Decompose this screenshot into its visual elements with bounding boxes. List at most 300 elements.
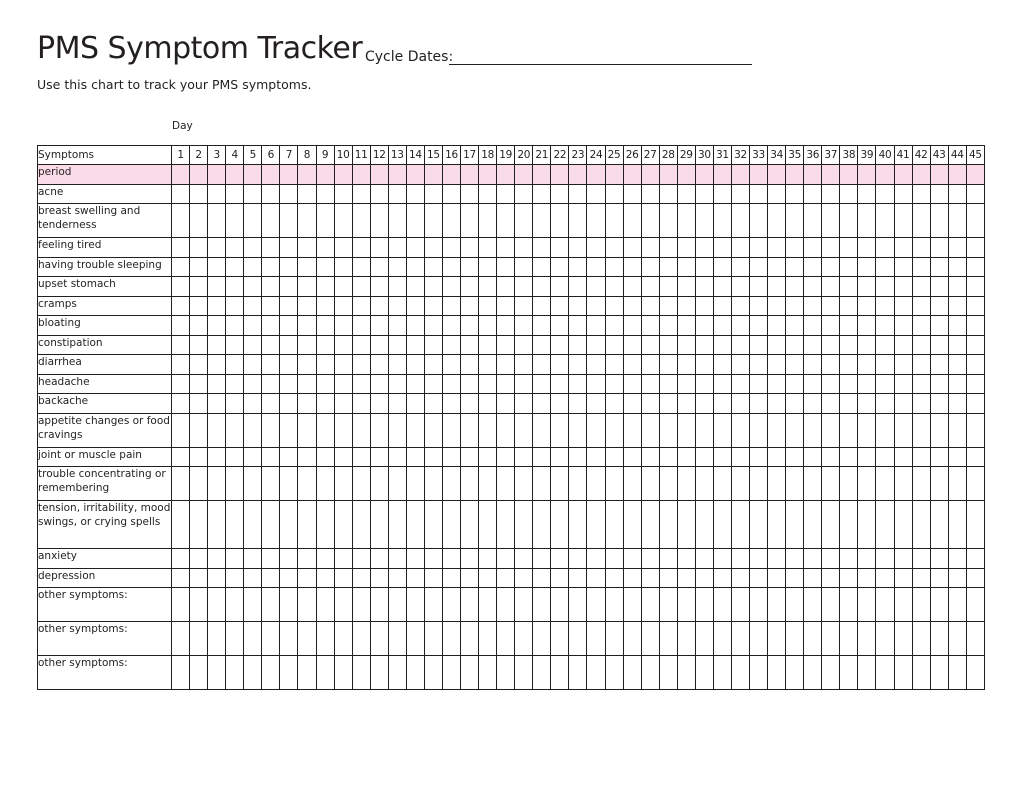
day-cell[interactable] (713, 622, 731, 656)
day-cell[interactable] (641, 588, 659, 622)
day-cell[interactable] (786, 374, 804, 394)
day-cell[interactable] (731, 355, 749, 375)
day-cell[interactable] (461, 238, 479, 258)
day-cell[interactable] (533, 355, 551, 375)
day-cell[interactable] (388, 622, 406, 656)
day-cell[interactable] (569, 588, 587, 622)
day-cell[interactable] (876, 374, 894, 394)
day-cell[interactable] (840, 277, 858, 297)
day-cell[interactable] (190, 447, 208, 467)
day-cell[interactable] (497, 588, 515, 622)
day-cell[interactable] (840, 413, 858, 447)
day-cell[interactable] (641, 467, 659, 501)
day-cell[interactable] (190, 374, 208, 394)
day-cell[interactable] (172, 204, 190, 238)
day-cell[interactable] (280, 447, 298, 467)
day-cell[interactable] (497, 184, 515, 204)
day-cell[interactable] (244, 656, 262, 690)
day-cell[interactable] (713, 549, 731, 569)
day-cell[interactable] (533, 296, 551, 316)
day-cell[interactable] (479, 568, 497, 588)
day-cell[interactable] (713, 277, 731, 297)
day-cell[interactable] (822, 257, 840, 277)
day-cell[interactable] (641, 568, 659, 588)
day-cell[interactable] (208, 165, 226, 185)
day-cell[interactable] (551, 204, 569, 238)
day-cell[interactable] (786, 204, 804, 238)
day-cell[interactable] (226, 549, 244, 569)
day-cell[interactable] (461, 656, 479, 690)
day-cell[interactable] (172, 588, 190, 622)
day-cell[interactable] (461, 568, 479, 588)
day-cell[interactable] (659, 622, 677, 656)
day-cell[interactable] (479, 549, 497, 569)
day-cell[interactable] (172, 568, 190, 588)
day-cell[interactable] (406, 184, 424, 204)
day-cell[interactable] (551, 277, 569, 297)
day-cell[interactable] (641, 355, 659, 375)
day-cell[interactable] (262, 549, 280, 569)
day-cell[interactable] (587, 355, 605, 375)
day-cell[interactable] (172, 316, 190, 336)
day-cell[interactable] (659, 467, 677, 501)
day-cell[interactable] (406, 316, 424, 336)
day-cell[interactable] (280, 238, 298, 258)
day-cell[interactable] (334, 447, 352, 467)
day-cell[interactable] (677, 467, 695, 501)
day-cell[interactable] (768, 355, 786, 375)
day-cell[interactable] (226, 394, 244, 414)
day-cell[interactable] (695, 447, 713, 467)
day-cell[interactable] (479, 588, 497, 622)
day-cell[interactable] (768, 622, 786, 656)
day-cell[interactable] (750, 549, 768, 569)
day-cell[interactable] (677, 568, 695, 588)
day-cell[interactable] (497, 447, 515, 467)
day-cell[interactable] (569, 622, 587, 656)
day-cell[interactable] (587, 549, 605, 569)
day-cell[interactable] (334, 656, 352, 690)
day-cell[interactable] (479, 204, 497, 238)
day-cell[interactable] (659, 447, 677, 467)
day-cell[interactable] (442, 277, 460, 297)
day-cell[interactable] (713, 656, 731, 690)
day-cell[interactable] (966, 394, 984, 414)
day-cell[interactable] (912, 467, 930, 501)
day-cell[interactable] (659, 549, 677, 569)
day-cell[interactable] (461, 296, 479, 316)
day-cell[interactable] (461, 277, 479, 297)
day-cell[interactable] (406, 296, 424, 316)
day-cell[interactable] (461, 374, 479, 394)
day-cell[interactable] (858, 501, 876, 549)
day-cell[interactable] (515, 184, 533, 204)
day-cell[interactable] (461, 622, 479, 656)
day-cell[interactable] (280, 413, 298, 447)
day-cell[interactable] (948, 355, 966, 375)
day-cell[interactable] (587, 394, 605, 414)
day-cell[interactable] (208, 568, 226, 588)
day-cell[interactable] (840, 335, 858, 355)
day-cell[interactable] (894, 184, 912, 204)
day-cell[interactable] (515, 467, 533, 501)
day-cell[interactable] (623, 549, 641, 569)
day-cell[interactable] (786, 394, 804, 414)
day-cell[interactable] (641, 257, 659, 277)
day-cell[interactable] (750, 238, 768, 258)
day-cell[interactable] (966, 549, 984, 569)
day-cell[interactable] (461, 588, 479, 622)
day-cell[interactable] (840, 394, 858, 414)
day-cell[interactable] (804, 257, 822, 277)
day-cell[interactable] (750, 588, 768, 622)
day-cell[interactable] (677, 165, 695, 185)
day-cell[interactable] (930, 184, 948, 204)
day-cell[interactable] (208, 355, 226, 375)
day-cell[interactable] (713, 394, 731, 414)
day-cell[interactable] (479, 374, 497, 394)
day-cell[interactable] (190, 394, 208, 414)
day-cell[interactable] (172, 622, 190, 656)
day-cell[interactable] (244, 588, 262, 622)
day-cell[interactable] (352, 656, 370, 690)
day-cell[interactable] (497, 622, 515, 656)
day-cell[interactable] (966, 184, 984, 204)
day-cell[interactable] (804, 374, 822, 394)
day-cell[interactable] (352, 204, 370, 238)
day-cell[interactable] (406, 355, 424, 375)
day-cell[interactable] (424, 277, 442, 297)
day-cell[interactable] (316, 374, 334, 394)
day-cell[interactable] (280, 622, 298, 656)
day-cell[interactable] (786, 238, 804, 258)
day-cell[interactable] (804, 277, 822, 297)
day-cell[interactable] (876, 257, 894, 277)
day-cell[interactable] (695, 413, 713, 447)
day-cell[interactable] (280, 588, 298, 622)
day-cell[interactable] (659, 588, 677, 622)
day-cell[interactable] (966, 204, 984, 238)
day-cell[interactable] (641, 394, 659, 414)
day-cell[interactable] (912, 622, 930, 656)
day-cell[interactable] (461, 335, 479, 355)
day-cell[interactable] (731, 467, 749, 501)
day-cell[interactable] (190, 316, 208, 336)
day-cell[interactable] (352, 316, 370, 336)
day-cell[interactable] (497, 501, 515, 549)
day-cell[interactable] (677, 622, 695, 656)
day-cell[interactable] (244, 394, 262, 414)
day-cell[interactable] (695, 588, 713, 622)
day-cell[interactable] (587, 467, 605, 501)
day-cell[interactable] (768, 656, 786, 690)
day-cell[interactable] (424, 238, 442, 258)
day-cell[interactable] (605, 316, 623, 336)
day-cell[interactable] (858, 588, 876, 622)
day-cell[interactable] (786, 501, 804, 549)
day-cell[interactable] (262, 656, 280, 690)
day-cell[interactable] (876, 165, 894, 185)
day-cell[interactable] (750, 165, 768, 185)
day-cell[interactable] (966, 447, 984, 467)
day-cell[interactable] (677, 501, 695, 549)
day-cell[interactable] (876, 568, 894, 588)
day-cell[interactable] (623, 165, 641, 185)
day-cell[interactable] (605, 355, 623, 375)
day-cell[interactable] (623, 184, 641, 204)
day-cell[interactable] (442, 588, 460, 622)
day-cell[interactable] (894, 467, 912, 501)
day-cell[interactable] (822, 335, 840, 355)
day-cell[interactable] (190, 549, 208, 569)
day-cell[interactable] (244, 335, 262, 355)
day-cell[interactable] (533, 467, 551, 501)
day-cell[interactable] (370, 277, 388, 297)
day-cell[interactable] (334, 316, 352, 336)
day-cell[interactable] (641, 447, 659, 467)
day-cell[interactable] (587, 447, 605, 467)
day-cell[interactable] (876, 394, 894, 414)
day-cell[interactable] (424, 355, 442, 375)
day-cell[interactable] (768, 335, 786, 355)
day-cell[interactable] (190, 335, 208, 355)
day-cell[interactable] (840, 501, 858, 549)
day-cell[interactable] (190, 588, 208, 622)
day-cell[interactable] (370, 204, 388, 238)
day-cell[interactable] (948, 374, 966, 394)
day-cell[interactable] (948, 204, 966, 238)
day-cell[interactable] (804, 165, 822, 185)
day-cell[interactable] (822, 204, 840, 238)
day-cell[interactable] (442, 394, 460, 414)
day-cell[interactable] (569, 165, 587, 185)
day-cell[interactable] (479, 447, 497, 467)
day-cell[interactable] (948, 394, 966, 414)
day-cell[interactable] (388, 447, 406, 467)
day-cell[interactable] (894, 549, 912, 569)
day-cell[interactable] (569, 257, 587, 277)
day-cell[interactable] (858, 257, 876, 277)
day-cell[interactable] (912, 355, 930, 375)
day-cell[interactable] (695, 568, 713, 588)
day-cell[interactable] (731, 165, 749, 185)
day-cell[interactable] (298, 355, 316, 375)
day-cell[interactable] (190, 413, 208, 447)
day-cell[interactable] (930, 204, 948, 238)
day-cell[interactable] (966, 656, 984, 690)
day-cell[interactable] (731, 549, 749, 569)
day-cell[interactable] (208, 277, 226, 297)
day-cell[interactable] (352, 277, 370, 297)
day-cell[interactable] (569, 413, 587, 447)
day-cell[interactable] (623, 413, 641, 447)
day-cell[interactable] (298, 335, 316, 355)
day-cell[interactable] (479, 355, 497, 375)
day-cell[interactable] (894, 316, 912, 336)
day-cell[interactable] (551, 355, 569, 375)
day-cell[interactable] (172, 374, 190, 394)
day-cell[interactable] (750, 335, 768, 355)
day-cell[interactable] (479, 467, 497, 501)
day-cell[interactable] (713, 335, 731, 355)
day-cell[interactable] (298, 165, 316, 185)
day-cell[interactable] (930, 238, 948, 258)
day-cell[interactable] (677, 335, 695, 355)
day-cell[interactable] (298, 394, 316, 414)
day-cell[interactable] (569, 204, 587, 238)
day-cell[interactable] (605, 656, 623, 690)
day-cell[interactable] (587, 656, 605, 690)
day-cell[interactable] (768, 501, 786, 549)
day-cell[interactable] (587, 296, 605, 316)
day-cell[interactable] (623, 257, 641, 277)
day-cell[interactable] (966, 316, 984, 336)
day-cell[interactable] (208, 413, 226, 447)
day-cell[interactable] (424, 568, 442, 588)
day-cell[interactable] (370, 374, 388, 394)
day-cell[interactable] (262, 501, 280, 549)
day-cell[interactable] (388, 588, 406, 622)
day-cell[interactable] (804, 413, 822, 447)
day-cell[interactable] (262, 374, 280, 394)
day-cell[interactable] (316, 622, 334, 656)
day-cell[interactable] (316, 257, 334, 277)
day-cell[interactable] (370, 238, 388, 258)
day-cell[interactable] (768, 413, 786, 447)
day-cell[interactable] (461, 447, 479, 467)
day-cell[interactable] (406, 622, 424, 656)
day-cell[interactable] (641, 277, 659, 297)
day-cell[interactable] (461, 165, 479, 185)
day-cell[interactable] (280, 374, 298, 394)
day-cell[interactable] (298, 204, 316, 238)
day-cell[interactable] (948, 165, 966, 185)
day-cell[interactable] (461, 501, 479, 549)
day-cell[interactable] (948, 588, 966, 622)
day-cell[interactable] (804, 296, 822, 316)
day-cell[interactable] (388, 204, 406, 238)
day-cell[interactable] (442, 568, 460, 588)
day-cell[interactable] (912, 277, 930, 297)
day-cell[interactable] (515, 588, 533, 622)
day-cell[interactable] (479, 335, 497, 355)
day-cell[interactable] (226, 165, 244, 185)
day-cell[interactable] (894, 277, 912, 297)
day-cell[interactable] (226, 316, 244, 336)
day-cell[interactable] (822, 568, 840, 588)
day-cell[interactable] (569, 501, 587, 549)
day-cell[interactable] (876, 549, 894, 569)
day-cell[interactable] (533, 413, 551, 447)
day-cell[interactable] (804, 656, 822, 690)
day-cell[interactable] (641, 656, 659, 690)
day-cell[interactable] (533, 568, 551, 588)
day-cell[interactable] (659, 335, 677, 355)
day-cell[interactable] (442, 238, 460, 258)
day-cell[interactable] (190, 204, 208, 238)
day-cell[interactable] (298, 501, 316, 549)
day-cell[interactable] (822, 277, 840, 297)
day-cell[interactable] (930, 656, 948, 690)
day-cell[interactable] (840, 549, 858, 569)
day-cell[interactable] (659, 238, 677, 258)
day-cell[interactable] (623, 335, 641, 355)
day-cell[interactable] (497, 656, 515, 690)
day-cell[interactable] (208, 335, 226, 355)
day-cell[interactable] (424, 184, 442, 204)
day-cell[interactable] (804, 335, 822, 355)
day-cell[interactable] (930, 316, 948, 336)
day-cell[interactable] (515, 165, 533, 185)
day-cell[interactable] (497, 355, 515, 375)
day-cell[interactable] (858, 467, 876, 501)
day-cell[interactable] (605, 467, 623, 501)
day-cell[interactable] (298, 277, 316, 297)
day-cell[interactable] (533, 238, 551, 258)
day-cell[interactable] (894, 257, 912, 277)
day-cell[interactable] (659, 296, 677, 316)
day-cell[interactable] (731, 316, 749, 336)
day-cell[interactable] (750, 447, 768, 467)
day-cell[interactable] (262, 413, 280, 447)
day-cell[interactable] (768, 238, 786, 258)
day-cell[interactable] (244, 355, 262, 375)
day-cell[interactable] (930, 413, 948, 447)
day-cell[interactable] (424, 447, 442, 467)
day-cell[interactable] (695, 355, 713, 375)
day-cell[interactable] (316, 316, 334, 336)
day-cell[interactable] (804, 184, 822, 204)
day-cell[interactable] (786, 355, 804, 375)
day-cell[interactable] (262, 238, 280, 258)
day-cell[interactable] (515, 656, 533, 690)
day-cell[interactable] (713, 316, 731, 336)
day-cell[interactable] (750, 374, 768, 394)
day-cell[interactable] (695, 656, 713, 690)
day-cell[interactable] (352, 238, 370, 258)
day-cell[interactable] (298, 413, 316, 447)
day-cell[interactable] (966, 588, 984, 622)
day-cell[interactable] (497, 335, 515, 355)
day-cell[interactable] (370, 394, 388, 414)
day-cell[interactable] (695, 549, 713, 569)
day-cell[interactable] (388, 184, 406, 204)
day-cell[interactable] (948, 656, 966, 690)
day-cell[interactable] (244, 501, 262, 549)
day-cell[interactable] (731, 277, 749, 297)
day-cell[interactable] (479, 413, 497, 447)
day-cell[interactable] (370, 257, 388, 277)
day-cell[interactable] (750, 296, 768, 316)
day-cell[interactable] (912, 204, 930, 238)
day-cell[interactable] (226, 204, 244, 238)
day-cell[interactable] (551, 184, 569, 204)
day-cell[interactable] (840, 316, 858, 336)
day-cell[interactable] (912, 374, 930, 394)
day-cell[interactable] (713, 568, 731, 588)
day-cell[interactable] (244, 277, 262, 297)
day-cell[interactable] (515, 549, 533, 569)
day-cell[interactable] (713, 296, 731, 316)
day-cell[interactable] (533, 656, 551, 690)
day-cell[interactable] (930, 374, 948, 394)
day-cell[interactable] (479, 257, 497, 277)
day-cell[interactable] (533, 447, 551, 467)
day-cell[interactable] (280, 257, 298, 277)
day-cell[interactable] (280, 501, 298, 549)
day-cell[interactable] (388, 277, 406, 297)
day-cell[interactable] (424, 622, 442, 656)
